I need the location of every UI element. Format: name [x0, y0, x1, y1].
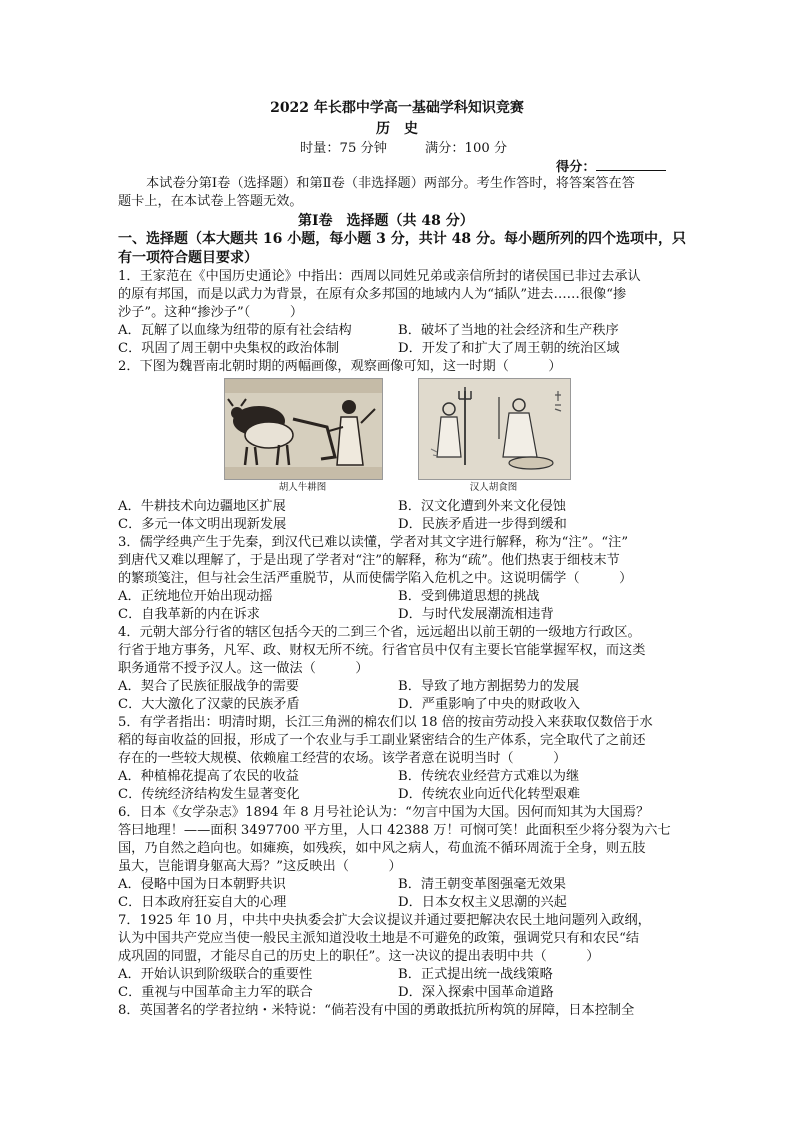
q4-option-d: D．严重影响了中央的财政收入: [398, 697, 581, 712]
q7-text-3: 成巩固的同盟，才能尽自己的历史上的职任”。这一决议的提出表明中共（ ）: [118, 949, 600, 964]
q5-text-1: 5．有学者指出：明清时期，长江三角洲的棉农们以 18 倍的按亩劳动投入来获取仅数倍于水: [118, 715, 653, 730]
q4-option-a: A．契合了民族征服战争的需要: [118, 679, 299, 694]
q6-text-4: 虽大，岂能谓身躯高大焉？”这反映出（ ）: [118, 859, 402, 874]
q3-option-d: D．与时代发展潮流相违背: [398, 607, 554, 622]
score-field-label: 得分：: [556, 160, 596, 175]
q6-text-2: 答曰地理！——面积 3497700 平方里，人口 42388 万！可悯可笑！此面积至少将分裂为六七: [118, 823, 671, 838]
q1-text-3: 沙子”。这种“掺沙子”（ ）: [118, 305, 304, 320]
q5-option-b: B．传统农业经营方式难以为继: [398, 769, 580, 784]
section-instruction-2: 有一项符合题目要求）: [118, 250, 258, 266]
q5-text-3: 存在的一些较大规模、依赖雇工经营的农场。该学者意在说明当时（ ）: [118, 751, 567, 766]
q4-text-3: 职务通常不授予汉人。这一做法（ ）: [118, 661, 369, 676]
intro-line-1: 本试卷分第Ⅰ卷（选择题）和第Ⅱ卷（非选择题）两部分。考生作答时，将答案答在答: [146, 176, 635, 191]
q1-option-c: C．巩固了周王朝中央集权的政治体制: [118, 341, 340, 356]
q3-option-b: B．受到佛道思想的挑战: [398, 589, 540, 604]
q6-text-1: 6．日本《女学杂志》1894 年 8 月号社论认为：“勿言中国为大国。因何而知其为大国焉？: [118, 805, 650, 820]
section-instruction-1: 一、选择题（本大题共 16 小题，每小题 3 分，共计 48 分。每小题所列的四个选项中，只: [118, 231, 686, 247]
time-label: 时量：75 分钟: [300, 141, 387, 156]
q3-option-c: C．自我革新的内在诉求: [118, 607, 260, 622]
q8-text-1: 8．英国著名的学者拉纳・米特说：“倘若没有中国的勇敢抵抗所构筑的屏障，日本控制全: [118, 1003, 635, 1018]
figure-caption-2: 汉人胡食图: [469, 482, 518, 493]
figure-ox-plowing: [224, 378, 383, 480]
score-label: 满分：100 分: [425, 141, 508, 156]
q2-option-c: C．多元一体文明出现新发展: [118, 517, 287, 532]
section-heading: 第Ⅰ卷 选择题（共 48 分）: [298, 213, 474, 229]
q7-option-b: B．正式提出统一战线策略: [398, 967, 553, 982]
q6-text-3: 国，乃自然之趋向也。如瘫痪，如残疾，如中风之病人，苟血流不循环周流于全身，则五肢: [118, 841, 646, 856]
subject-title: 历 史: [376, 121, 418, 137]
q6-option-c: C．日本政府狂妄自大的心理: [118, 895, 287, 910]
ox-plowing-illustration: [225, 379, 382, 479]
q7-option-d: D．深入探索中国革命道路: [398, 985, 554, 1000]
intro-line-2: 题卡上，在本试卷上答题无效。: [118, 194, 303, 209]
score-blank: [596, 158, 666, 171]
q1-option-a: A．瓦解了以血缘为纽带的原有社会结构: [118, 323, 352, 338]
q2-option-d: D．民族矛盾进一步得到缓和: [398, 517, 567, 532]
q3-option-a: A．正统地位开始出现动摇: [118, 589, 273, 604]
q4-option-c: C．大大激化了汉蒙的民族矛盾: [118, 697, 300, 712]
figure-caption-1: 胡人牛耕图: [278, 482, 327, 493]
q2-option-b: B．汉文化遭到外来文化侵蚀: [398, 499, 566, 514]
q3-text-2: 到唐代又难以理解了，于是出现了学者对“注”的解释，称为“疏”。他们热衷于细枝末节: [118, 553, 620, 568]
q4-text-1: 4．元朝大部分行省的辖区包括今天的二到三个省，远远超出以前王朝的一级地方行政区。: [118, 625, 641, 640]
q7-text-2: 认为中国共产党应当使一般民主派知道没收土地是不可避免的政策，强调党只有和农民“结: [118, 931, 640, 946]
q1-option-b: B．破坏了当地的社会经济和生产秩序: [398, 323, 619, 338]
q4-text-2: 行省于地方事务，凡军、政、财权无所不统。行省官员中仅有主要长官能掌握军权，而这类: [118, 643, 646, 658]
q1-text-2: 的原有邦国，而是以武力为背景，在原有众多邦国的地域内人为“插队”进去……很像“掺: [118, 287, 627, 302]
figure-eating-scene: [418, 378, 571, 480]
q1-option-d: D．开发了和扩大了周王朝的统治区域: [398, 341, 620, 356]
q5-option-a: A．种植棉花提高了农民的收益: [118, 769, 299, 784]
q6-option-d: D．日本女权主义思潮的兴起: [398, 895, 567, 910]
q2-text-1: 2．下图为魏晋南北朝时期的两幅画像，观察画像可知，这一时期（ ）: [118, 359, 562, 374]
q7-option-a: A．开始认识到阶级联合的重要性: [118, 967, 313, 982]
q5-option-c: C．传统经济结构发生显著变化: [118, 787, 300, 802]
q7-text-1: 7．1925 年 10 月，中共中央执委会扩大会议提议并通过要把解决农民土地问题列入政纲，: [118, 913, 651, 928]
q5-option-d: D．传统农业向近代化转型艰难: [398, 787, 581, 802]
q6-option-a: A．侵略中国为日本朝野共识: [118, 877, 286, 892]
q5-text-2: 稻的每亩收益的回报，形成了一个农业与手工副业紧密结合的生产体系，完全取代了之前还: [118, 733, 646, 748]
exam-title: 2022 年长郡中学高一基础学科知识竞赛: [270, 100, 524, 116]
q2-option-a: A．牛耕技术向边疆地区扩展: [118, 499, 286, 514]
q3-text-1: 3．儒学经典产生于先秦，到汉代已难以读懂，学者对其文字进行解释，称为“注”。“注”: [118, 535, 629, 550]
eating-scene-illustration: [419, 379, 570, 479]
q7-option-c: C．重视与中国革命主力军的联合: [118, 985, 313, 1000]
q6-option-b: B．清王朝变革图强毫无效果: [398, 877, 566, 892]
q4-option-b: B．导致了地方割据势力的发展: [398, 679, 580, 694]
q1-text-1: 1．王家范在《中国历史通论》中指出：西周以同姓兄弟或亲信所封的诸侯国已非过去承认: [118, 269, 641, 284]
q3-text-3: 的繁琐笺注，但与社会生活严重脱节，从而使儒学陷入危机之中。这说明儒学（ ）: [118, 571, 633, 586]
